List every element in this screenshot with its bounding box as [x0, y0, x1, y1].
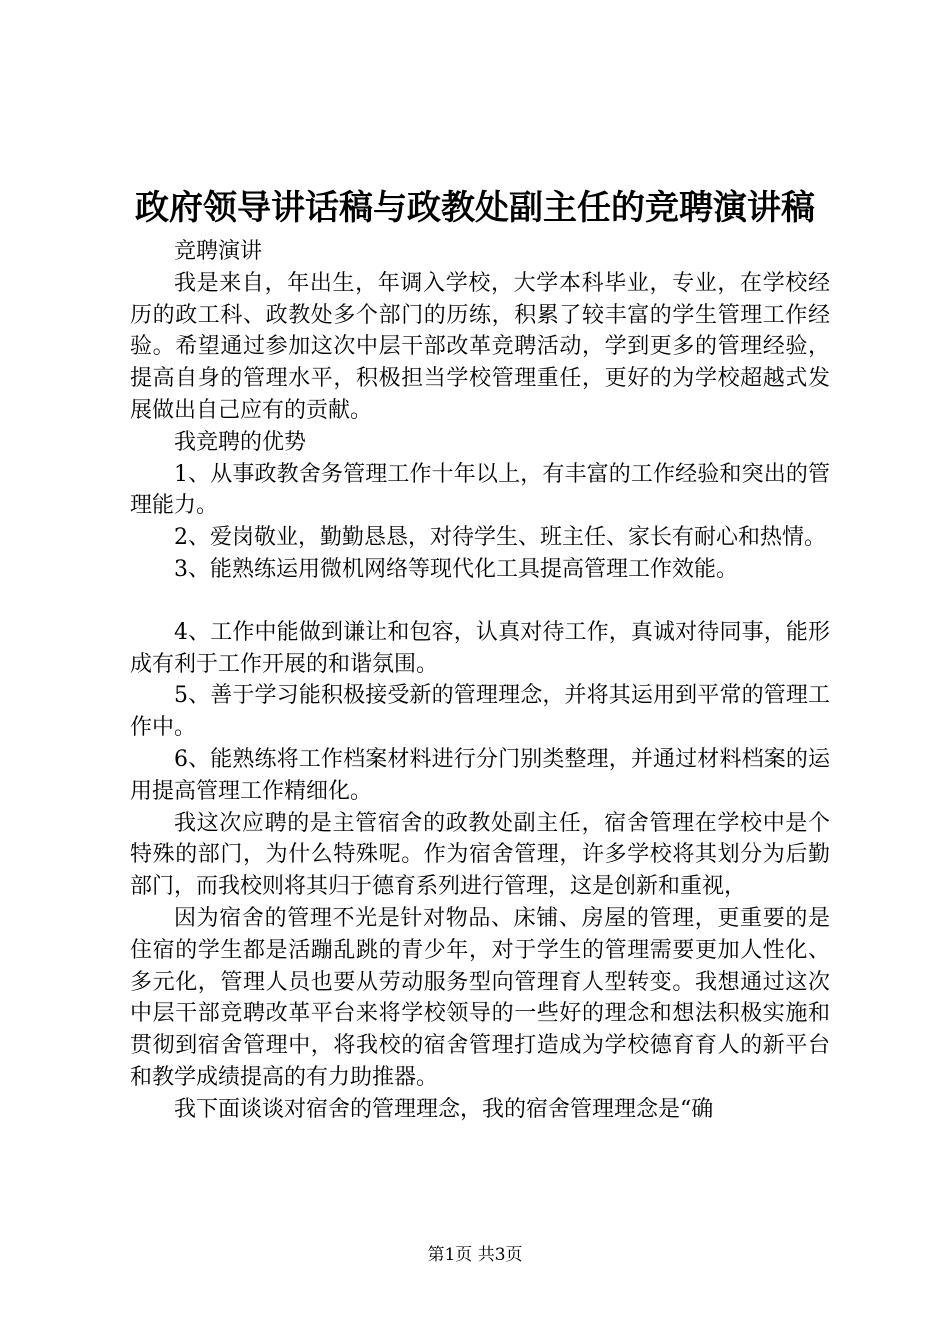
paragraph-advantages-heading: 我竞聘的优势 — [174, 429, 307, 455]
page-footer: 第1页 共3页 — [427, 1245, 523, 1265]
document-title: 政府领导讲话稿与政教处副主任的竞聘演讲稿 — [135, 188, 815, 228]
paragraph-philosophy: 我下面谈谈对宿舍的管理理念，我的宿舍管理理念是“确 — [174, 1096, 714, 1122]
paragraph-section-heading: 竞聘演讲 — [174, 239, 263, 264]
paragraph-reason: 因为宿舍的管理不光是针对物品、床铺、房屋的管理，更重要的是住宿的学生都是活蹦乱跳的青少年，对于学生的管理需要更加人性化、多元化，管理人员也要从劳动服务型向管理育人型转变。我想通过这次中层干部竞聘改革平台来将学校领导的一些好的理念和想法积极实施和贯彻到宿舍管理中，将我校的宿舍管理打造成为学校德育育人的新平台和教学成绩提高的有力助推器。 — [130, 905, 830, 1090]
paragraph-advantage-3: 3、能熟练运用微机网络等现代化工具提高管理工作效能。 — [174, 556, 738, 582]
paragraph-advantage-5: 5、善于学习能积极接受新的管理理念，并将其运用到平常的管理工作中。 — [130, 683, 830, 741]
paragraph-introduction: 我是来自，年出生，年调入学校，大学本科毕业，专业，在学校经历的政工科、政教处多个部门的历练，积累了较丰富的学生管理工作经验。希望通过参加这次中层干部改革竞聘活动，学到更多的管理经验，提高自身的管理水平，积极担当学校管理重任，更好的为学校超越式发展做出自己应有的贡献。 — [130, 270, 830, 423]
paragraph-advantage-2: 2、爱岗敬业，勤勤恳恳，对待学生、班主任、家长有耐心和热情。 — [174, 525, 826, 551]
paragraph-advantage-1: 1、从事政教舍务管理工作十年以上，有丰富的工作经验和突出的管理能力。 — [130, 461, 830, 519]
paragraph-advantage-4: 4、工作中能做到谦让和包容，认真对待工作，真诚对待同事，能形成有利于工作开展的和谐氛围。 — [130, 619, 830, 677]
paragraph-gap — [130, 586, 830, 617]
paragraph-position: 我这次应聘的是主管宿舍的政教处副主任，宿舍管理在学校中是个特殊的部门，为什么特殊呢。作为宿舍管理，许多学校将其划分为后勤部门，而我校则将其归于德育系列进行管理，这是创新和重视， — [130, 810, 830, 900]
paragraph-advantage-6: 6、能熟练将工作档案材料进行分门别类整理，并通过材料档案的运用提高管理工作精细化。 — [130, 746, 830, 804]
document-body — [130, 236, 830, 1126]
